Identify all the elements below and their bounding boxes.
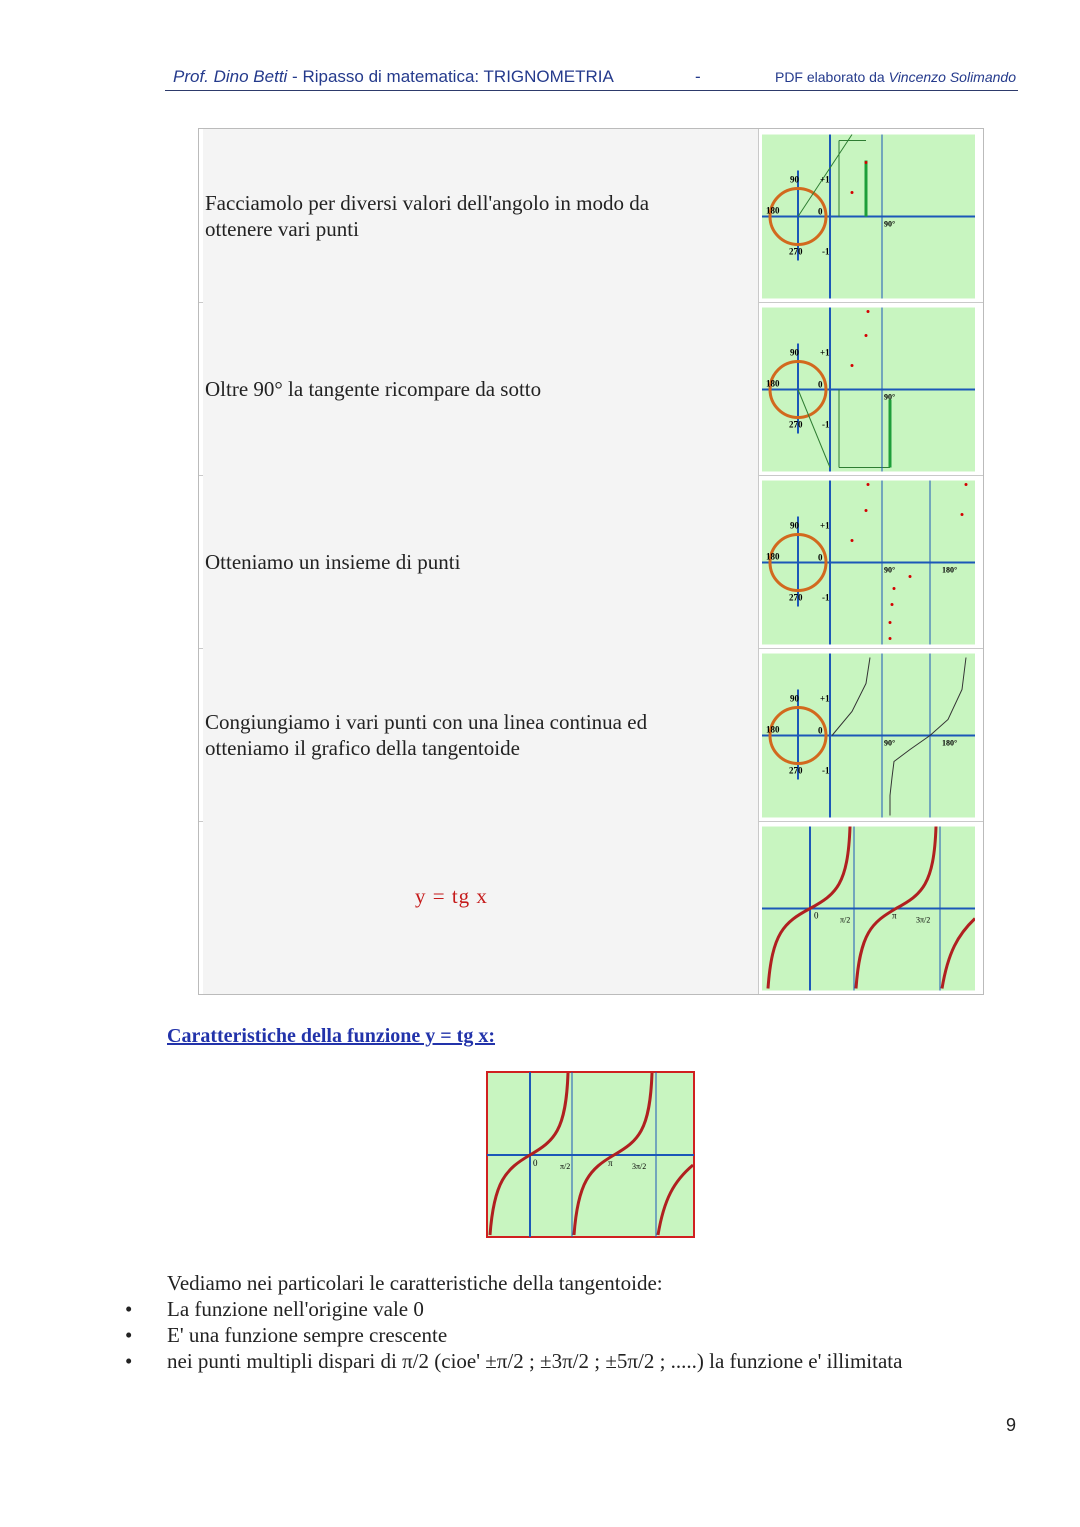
list-item-text: nei punti multipli dispari di π/2 (cioe' ±π/2 ; ±3π/2 ; ±5π/2 ; .....) la funzione e' illimitata — [167, 1349, 903, 1373]
bullet-dot: • — [125, 1297, 133, 1321]
tangent-diagram-3 — [762, 475, 975, 648]
bullet-dot: • — [125, 1349, 133, 1373]
label-180: 180 — [766, 551, 780, 562]
tangent-diagram-1 — [762, 129, 975, 302]
label-3pi-half: 3π/2 — [632, 1162, 647, 1171]
tangent-graph — [762, 821, 975, 994]
header-author: Prof. Dino Betti — [173, 67, 288, 86]
label-180: 180 — [766, 205, 780, 216]
label-pi-half: π/2 — [840, 915, 851, 925]
label-3pi-half: 3π/2 — [916, 915, 931, 925]
label-90: 90 — [790, 693, 799, 704]
list-item — [125, 1296, 424, 1322]
label-deg90: 90° — [884, 219, 896, 229]
label-minus1: -1 — [822, 592, 830, 603]
list-item — [125, 1348, 903, 1374]
label-minus1: -1 — [822, 419, 830, 430]
label-plus1: +1 — [820, 693, 830, 704]
header-title — [173, 67, 614, 87]
label-zero: 0 — [814, 910, 819, 921]
label-deg90: 90° — [884, 738, 896, 748]
label-270: 270 — [789, 765, 803, 776]
header-credit-author: Vincenzo Solimando — [888, 69, 1016, 85]
header-subject: Ripasso di matematica: TRIGNOMETRIA — [302, 67, 614, 86]
section-title: Caratteristiche della funzione y = tg x: — [167, 1025, 495, 1047]
label-180: 180 — [766, 724, 780, 735]
label-pi: π — [892, 910, 897, 921]
row-text-cell — [203, 302, 759, 475]
list-item-text: E' una funzione sempre crescente — [167, 1323, 448, 1347]
list-item-text: La funzione nell'origine vale 0 — [167, 1297, 424, 1321]
label-minus1: -1 — [822, 246, 830, 257]
label-0: 0 — [818, 206, 823, 217]
tangent-graph-small — [486, 1071, 695, 1238]
row-text-cell — [203, 129, 759, 302]
table-row — [199, 648, 983, 822]
label-180: 180 — [766, 378, 780, 389]
label-270: 270 — [789, 246, 803, 257]
row-text-cell — [203, 821, 759, 994]
row-text-cell — [203, 648, 759, 821]
header-dash: - — [695, 67, 701, 86]
label-minus1: -1 — [822, 765, 830, 776]
table-row — [199, 129, 983, 303]
label-90: 90 — [790, 347, 799, 358]
page-header — [165, 64, 1018, 91]
list-item — [125, 1322, 448, 1348]
intro-text: Vediamo nei particolari le caratteristiche della tangentoide: — [167, 1271, 663, 1295]
table-row — [199, 302, 983, 476]
tangent-diagram-2 — [762, 302, 975, 475]
page-number: 9 — [1005, 1415, 1016, 1435]
label-zero: 0 — [533, 1158, 538, 1168]
label-deg90: 90° — [884, 392, 896, 402]
label-deg180: 180° — [942, 565, 958, 575]
label-0: 0 — [818, 379, 823, 390]
label-90: 90 — [790, 174, 799, 185]
label-270: 270 — [789, 592, 803, 603]
label-pi-half: π/2 — [560, 1162, 571, 1171]
label-plus1: +1 — [820, 347, 830, 358]
bullet-dot: • — [125, 1323, 133, 1347]
table-row — [199, 475, 983, 649]
steps-table — [198, 128, 984, 995]
header-separator: - — [287, 67, 303, 86]
row-text-cell — [203, 475, 759, 648]
row-text: Congiungiamo i vari punti con una linea continua ed otteniamo il grafico della tangentoide — [205, 709, 648, 760]
label-plus1: +1 — [820, 174, 830, 185]
label-pi: π — [608, 1158, 613, 1168]
row-text: Facciamolo per diversi valori dell'angolo in modo da ottenere vari punti — [205, 190, 650, 241]
label-plus1: +1 — [820, 520, 830, 531]
tangent-diagram-4 — [762, 648, 975, 821]
label-0: 0 — [818, 552, 823, 563]
label-deg90: 90° — [884, 565, 896, 575]
label-90: 90 — [790, 520, 799, 531]
label-deg180: 180° — [942, 738, 958, 748]
formula-y-tg-x: y = tg x — [415, 884, 488, 908]
header-credit-prefix: PDF elaborato da — [774, 69, 889, 85]
header-credit — [775, 69, 1016, 85]
table-row — [199, 821, 983, 994]
label-0: 0 — [818, 725, 823, 736]
row-text: Oltre 90° la tangente ricompare da sotto — [205, 376, 542, 401]
label-270: 270 — [789, 419, 803, 430]
row-text: Otteniamo un insieme di punti — [205, 549, 461, 574]
